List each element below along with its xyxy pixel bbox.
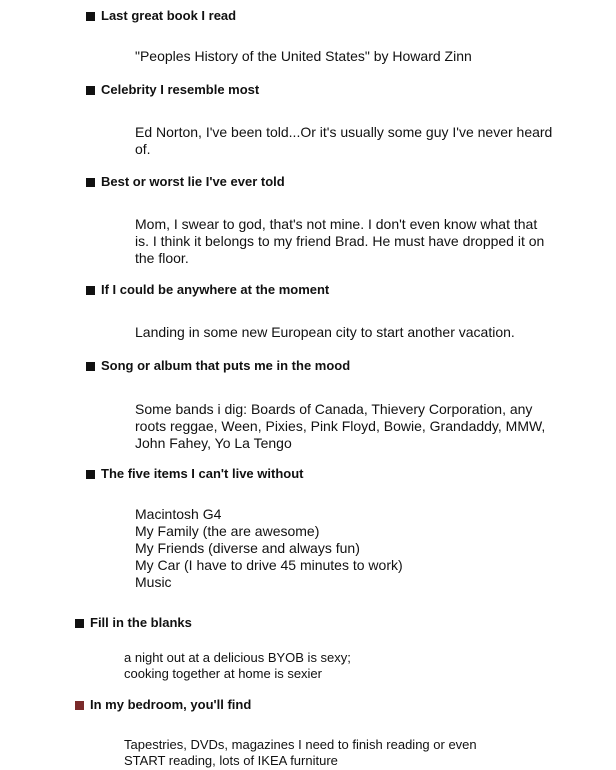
heading-five-items: The five items I can't live without: [86, 466, 303, 482]
heading-fill-blanks: Fill in the blanks: [75, 615, 192, 631]
answer-celebrity: Ed Norton, I've been told...Or it's usually some guy I've never heard of.: [135, 124, 553, 157]
answer-last-great-book: "Peoples History of the United States" by Howard Zinn: [135, 48, 472, 64]
answer-anywhere: Landing in some new European city to start another vacation.: [135, 324, 515, 340]
square-bullet-icon: [86, 86, 95, 95]
answer-fill-blanks: a night out at a delicious BYOB is sexy; cooking together at home is sexier: [124, 650, 351, 681]
answer-five-items: Macintosh G4 My Family (the are awesome) My Friends (diverse and always fun) My Car (I have to drive 45 minutes to work) Music: [135, 506, 403, 590]
square-bullet-icon: [86, 362, 95, 371]
square-bullet-icon: [86, 12, 95, 21]
answer-bedroom: Tapestries, DVDs, magazines I need to finish reading or even START reading, lots of IKEA furniture: [124, 737, 477, 768]
square-bullet-icon: [86, 178, 95, 187]
answer-lie: Mom, I swear to god, that's not mine. I don't even know what that is. I think it belongs to my friend Brad. He must have dropped it on the floor.: [135, 216, 545, 266]
heading-song: Song or album that puts me in the mood: [86, 358, 350, 374]
heading-anywhere: If I could be anywhere at the moment: [86, 282, 329, 298]
square-bullet-icon: [86, 286, 95, 295]
heading-lie: Best or worst lie I've ever told: [86, 174, 285, 190]
square-bullet-icon: [75, 619, 84, 628]
heading-bedroom: In my bedroom, you'll find: [75, 697, 251, 713]
answer-song: Some bands i dig: Boards of Canada, Thievery Corporation, any roots reggae, Ween, Pixies, Pink Floyd, Bowie, Grandaddy, MMW, John Fahey, Yo La Tengo: [135, 401, 546, 451]
heading-last-great-book: Last great book I read: [86, 8, 236, 24]
square-bullet-icon: [86, 470, 95, 479]
square-bullet-icon: [75, 701, 84, 710]
heading-celebrity: Celebrity I resemble most: [86, 82, 259, 98]
